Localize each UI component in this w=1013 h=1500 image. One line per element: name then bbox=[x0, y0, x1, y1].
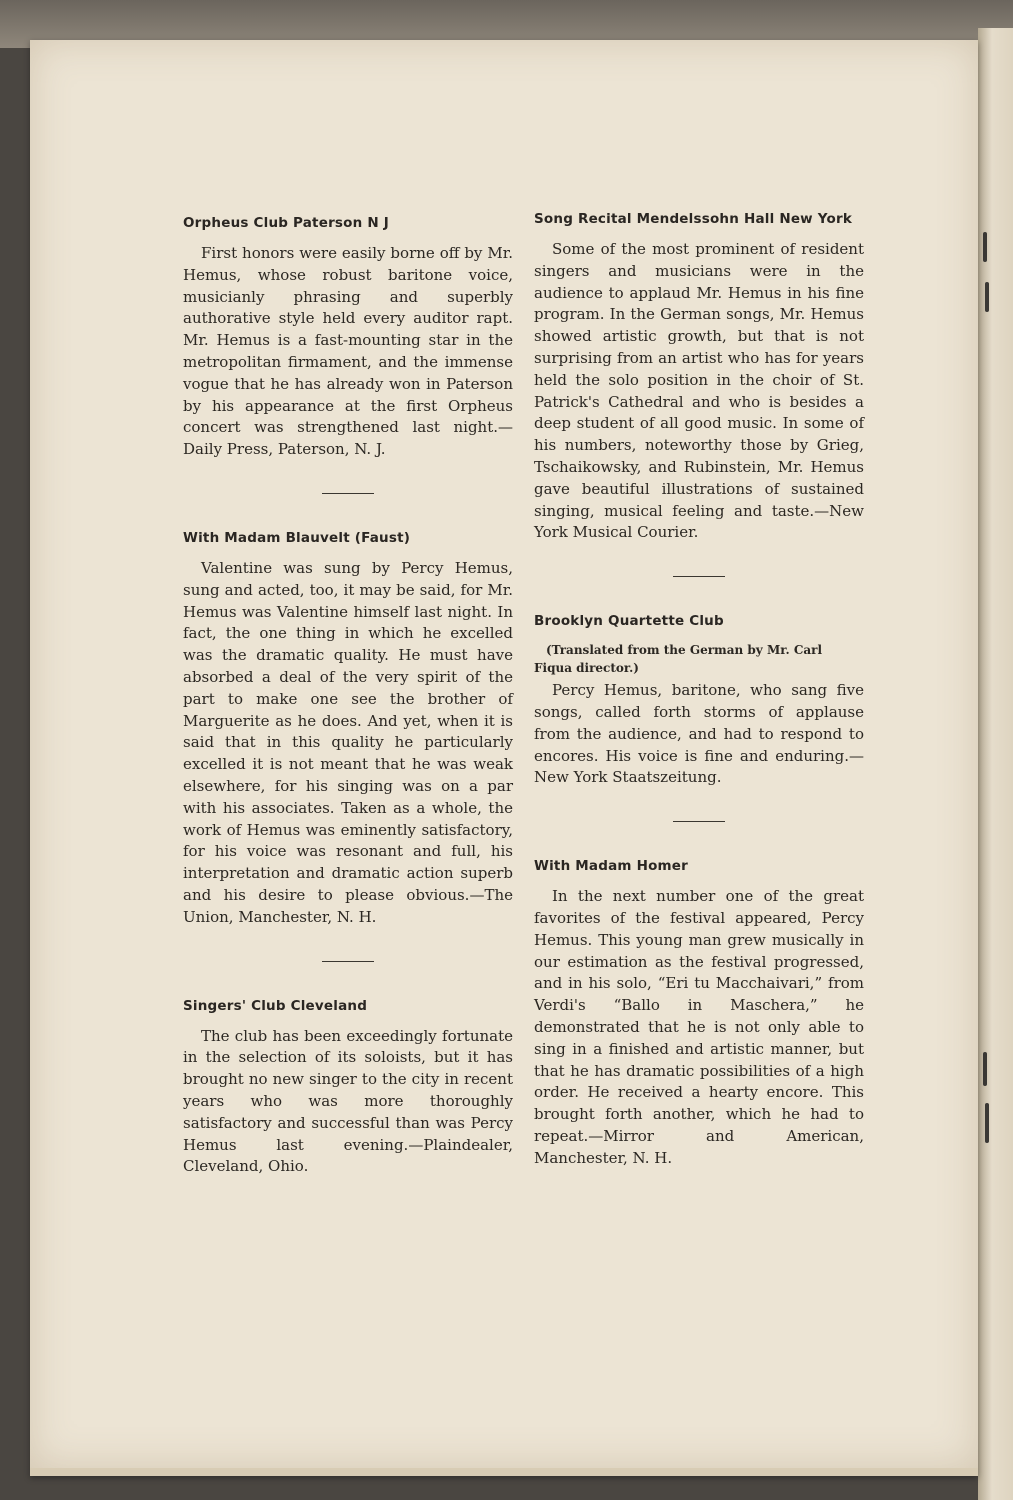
review-heading: With Madam Homer bbox=[534, 858, 689, 875]
staple-1 bbox=[983, 232, 987, 262]
review-body: The club has been exceedingly fortunate in the selection of its soloists, but it has brought no new singer to the city in recent years who was more thoroughly satisfactory and successful than was Percy Hemus last evening.—Plaindealer, Cleveland, Ohio. bbox=[183, 1026, 513, 1176]
review-heading: Brooklyn Quartette Club bbox=[534, 613, 724, 630]
staple-4 bbox=[985, 1103, 989, 1143]
translation-note: (Translated from the German by Mr. Carl Fiqua director.) bbox=[534, 643, 823, 676]
review-heading: With Madam Blauvelt (Faust) bbox=[183, 529, 411, 546]
review-heading: Song Recital Mendelssohn Hall New York bbox=[534, 211, 852, 227]
section-divider bbox=[322, 961, 374, 962]
review-orpheus-club bbox=[183, 212, 513, 461]
section-divider bbox=[673, 821, 725, 822]
review-body: First honors were easily borne off by Mr. Hemus, whose robust baritone voice, musicianly phrasing and superbly authorative style held every auditor rapt. Mr. Hemus is a fast-mounting star in the metropolitan firmament, and the immense vogue that he has already won in Paterson by his appearance at the first Orpheus concert was strengthened last night.—Daily Press, Paterson, N. J. bbox=[183, 244, 513, 459]
review-brooklyn-quartette bbox=[534, 610, 864, 789]
review-body: Some of the most prominent of resident singers and musicians were in the audience to applaud Mr. Hemus in his fine program. In the German songs, Mr. Hemus showed artistic growth, but that is not surprising from an artist who has for years held the solo position in the choir of St. Patrick's Cathedral and who is besides a deep student of all good music. In some of his numbers, noteworthy those by Grieg, Tschaikowsky, and Rubinstein, Mr. Hemus gave beautiful illustrations of sustained singing, musical feeling and taste.—New York Musical Courier. bbox=[534, 240, 864, 542]
review-body: Valentine was sung by Percy Hemus, sung and acted, too, it may be said, for Mr. Hemus was Valentine himself last night. In fact, the one thing in which he excelled was the dramatic quality. He must have absorbed a deal of the very spirit of the part to make one see the brother of Marguerite as he does. And yet, when it is said that in this quality he particularly excelled it is not meant that he was weak elsewhere, for his singing was on a par with his associates. Taken as a whole, the work of Hemus was eminently satisfactory, for his voice was resonant and full, his interpretation and dramatic action superb and his desire to please obvious.—The Union, Manchester, N. H. bbox=[183, 558, 513, 926]
review-madam-homer bbox=[534, 855, 864, 1169]
right-column bbox=[534, 208, 864, 1170]
review-heading: Singers' Club Cleveland bbox=[183, 997, 368, 1014]
review-body: Percy Hemus, baritone, who sang five songs, called forth storms of applause from the audience, and had to respond to encores. His voice is fine and enduring.—New York Staatszeitung. bbox=[534, 681, 864, 787]
section-divider bbox=[673, 576, 725, 577]
review-song-recital bbox=[534, 208, 864, 544]
staple-3 bbox=[983, 1052, 987, 1086]
section-divider bbox=[322, 493, 374, 494]
review-heading: Orpheus Club Paterson N J bbox=[183, 215, 389, 231]
left-column bbox=[183, 212, 513, 1178]
review-body: In the next number one of the great favorites of the festival appeared, Percy Hemus. This young man grew musically in our estimation as the festival progressed, and in his solo, “Eri tu Macchaivari,” from Verdi's “Ballo in Maschera,” he demonstrated that he is not only able to sing in a finished and artistic manner, but that he has dramatic possibilities of a high order. He received a hearty encore. This brought forth another, which he had to repeat.—Mirror and American, Manchester, N. H. bbox=[534, 887, 864, 1167]
review-madam-blauvelt bbox=[183, 527, 513, 929]
review-singers-club bbox=[183, 995, 513, 1179]
staple-2 bbox=[985, 282, 989, 312]
